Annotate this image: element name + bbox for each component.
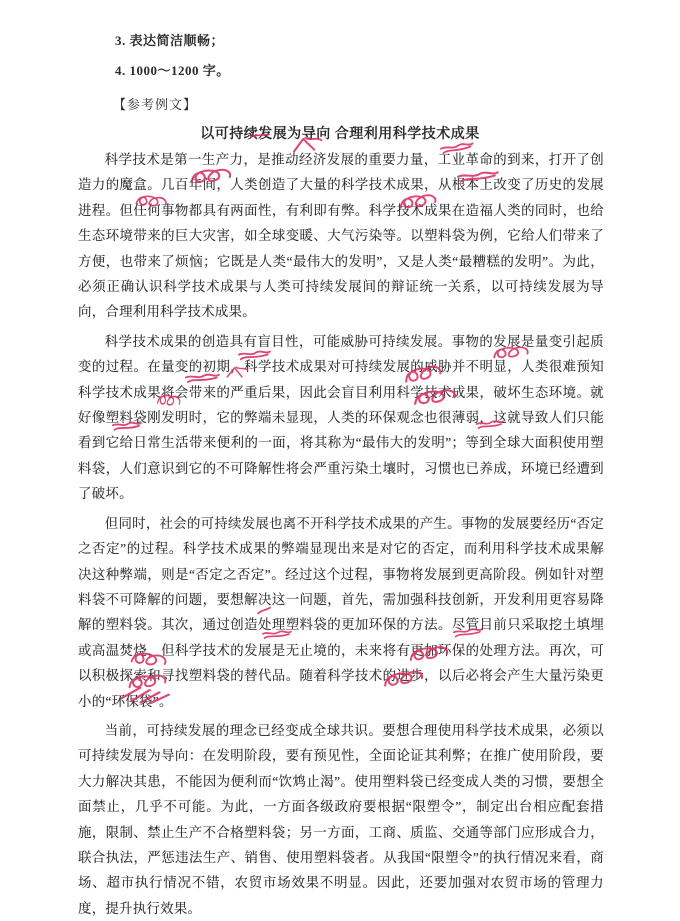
requirement-item-3: 3. 表达简洁顺畅； xyxy=(115,33,225,48)
reference-essay-label: 【参考例文】 xyxy=(113,97,198,112)
essay-paragraph: 科学技术成果的创造具有盲目性，可能威胁可持续发展。事物的发展是量变引起质变的过程。在量变的初期，科学技术成果对可持续发展的威胁并不明显，人类很难预知科学技术成果将会带来的严重后果，因此会盲目利用科学技术成果，破坏生态环境。就好像塑料袋刚发明时，它的弊端未显现，人类的环保观念也很薄弱，这就导致人们只能看到它给日常生活带来便利的一面，将其称为“最伟大的发明”；等到全球大面积使用塑料袋，人们意识到它的不可降解性将会严重污染土壤时，习惯也已养成，环境已经遭到了破坏。 xyxy=(78,333,604,502)
requirement-item-4: 4. 1000～1200 字。 xyxy=(115,63,230,78)
essay-paragraph: 科学技术是第一生产力，是推动经济发展的重要力量，工业革命的到来，打开了创造力的魔盒。几百年间，人类创造了大量的科学技术成果，从根本上改变了历史的发展进程。但任何事物都具有两面性，有利即有弊。科学技术成果在造福人类的同时，也给生态环境带来的巨大灾害，如全球变暖、大气污染等。以塑料袋为例，它给人们带来了方便，也带来了烦恼；它既是人类“最伟大的发明”，又是人类“最糟糕的发明”。为此，必须正确认识科学技术成果与人类可持续发展间的辩证统一关系，以可持续发展为导向，合理利用科学技术成果。 xyxy=(78,152,604,320)
writing-requirements xyxy=(115,34,680,78)
essay-title: 以可持续发展为导向 合理利用科学技术成果 xyxy=(200,127,480,142)
essay-paragraph: 但同时，社会的可持续发展也离不开科学技术成果的产生。事物的发展要经历“否定之否定”的过程。科学技术成果的弊端显现出来是对它的否定，而利用科学技术成果解决这种弊端，则是“否定之否定”。经过这个过程，事物将发展到更高阶段。例如针对塑料袋不可降解的问题，要想解决这一问题，首先，需加强科技创新，开发利用更容易降解的塑料袋。其次，通过创造处理塑料袋的更加环保的方法。尽管目前只采取挖土填埋或高温焚烧，但科学技术的发展是无止境的，未来将有更加环保的处理方法。再次，可以积极探索和寻找塑料袋的替代品。随着科学技术的进步，以后必将会产生大量污染更小的“环保袋”。 xyxy=(78,515,604,709)
essay-paragraph: 当前，可持续发展的理念已经变成全球共识。要想合理使用科学技术成果，必须以可持续发展为导向：在发明阶段，要有预见性，全面论证其利弊；在推广使用阶段，要大力解决其患，不能因为便利而“饮鸩止渴”。使用塑料袋已经变成人类的习惯，要想全面禁止，几乎不可能。为此，一方面各级政府要根据“限塑令”，制定出台相应配套措施，限制、禁止生产不合格塑料袋；另一方面，工商、质监、交通等部门应形成合力，联合执法，严惩违法生产、销售、使用塑料袋者。从我国“限塑令”的执行情况来看，商场、超市执行情况不错，农贸市场效果不明显。因此，还要加强对农贸市场的管理力度，提升执行效果。 xyxy=(78,722,604,916)
